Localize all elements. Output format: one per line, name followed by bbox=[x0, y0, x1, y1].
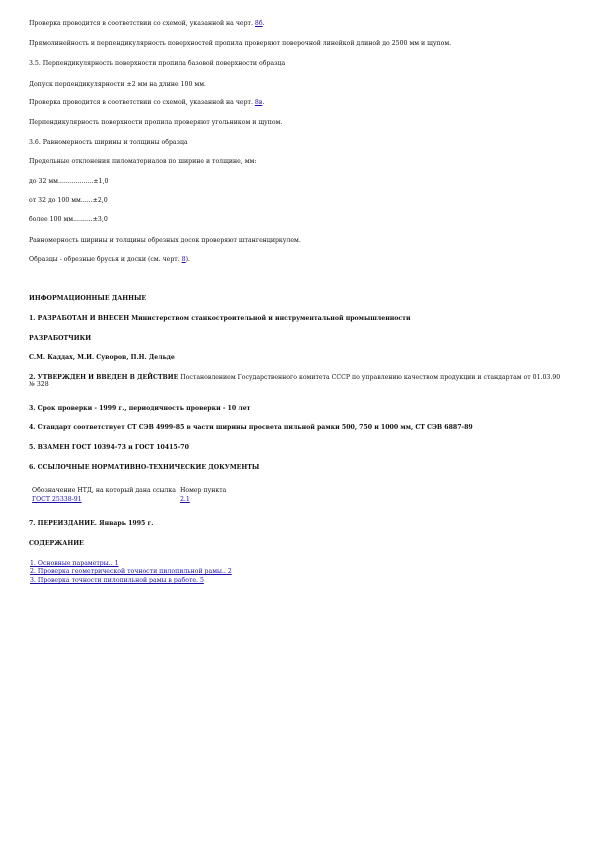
toc-item-3[interactable]: 3. Проверка точности пилопильной рамы в работе. 5 bbox=[30, 576, 204, 584]
section-3-5-title: 3.5. Перпендикулярность поверхности пропила базовой поверхности образца bbox=[29, 60, 286, 67]
paragraph-check-scheme-8v bbox=[29, 99, 566, 106]
info-heading: ИНФОРМАЦИОННЫЕ ДАННЫЕ bbox=[29, 295, 147, 302]
developers-names: С.М. Каддах, М.И. Суворов, П.Н. Дельде bbox=[29, 354, 175, 361]
table-header-row bbox=[30, 486, 228, 495]
paragraph-check-scheme-8b bbox=[29, 20, 566, 27]
contents-heading: СОДЕРЖАНИЕ bbox=[29, 540, 84, 547]
info-item-7: 7. ПЕРЕИЗДАНИЕ. Январь 1995 г. bbox=[29, 520, 154, 527]
text: Проверка проводится в соответствии со схемой, указанной на черт. bbox=[29, 99, 255, 106]
deviation-row-3: более 100 мм..........±3,0 bbox=[29, 216, 108, 223]
drawing-link-8[interactable]: 8 bbox=[181, 256, 186, 263]
table-cell-item bbox=[178, 495, 228, 504]
info-item-6: 6. ССЫЛОЧНЫЕ НОРМАТИВНО-ТЕХНИЧЕСКИЕ ДОКУМЕНТЫ bbox=[29, 464, 260, 471]
toc-item-1[interactable]: 1. Основные параметры.. 1 bbox=[30, 560, 119, 567]
table-header-item: Номер пункта bbox=[179, 487, 227, 494]
paragraph-uniformity: Равномерность ширины и толщины обрезных досок проверяют штангенциркулем. bbox=[29, 237, 301, 244]
paragraph-samples bbox=[29, 256, 566, 263]
text: . bbox=[262, 99, 265, 106]
text: Постановлением Государственного комитета СССР по управлению качеством продукции и стандартам от 01.03.90 № 328 bbox=[29, 374, 561, 389]
item-link[interactable]: 2.1 bbox=[179, 496, 190, 504]
paragraph-tolerance: Допуск перпендикулярности ±2 мм на длине 100 мм. bbox=[29, 81, 206, 88]
drawing-link-8v[interactable]: 8в bbox=[254, 99, 263, 106]
paragraph-limit-deviations: Предельные отклонения пиломатериалов по ширине и толщине, мм: bbox=[29, 158, 257, 165]
text: 1. РАЗРАБОТАН И ВНЕСЕН bbox=[29, 315, 130, 322]
info-item-1 bbox=[29, 315, 566, 322]
gost-link[interactable]: ГОСТ 25338-91 bbox=[32, 496, 82, 504]
text: . bbox=[262, 20, 265, 27]
reference-documents-table bbox=[30, 486, 228, 505]
developers-heading: РАЗРАБОТЧИКИ bbox=[29, 335, 92, 342]
info-item-3: 3. Срок проверки - 1999 г., периодичность проверки - 10 лет bbox=[29, 405, 251, 412]
paragraph-perpendicularity-check: Перпендикулярность поверхности пропила проверяют угольником и щупом. bbox=[29, 119, 283, 126]
table-row bbox=[30, 495, 228, 504]
info-item-5: 5. ВЗАМЕН ГОСТ 10394-73 и ГОСТ 10415-70 bbox=[29, 444, 189, 451]
text: 2. УТВЕРЖДЕН И ВВЕДЕН В ДЕЙСТВИЕ bbox=[29, 374, 179, 381]
text: Министерством станкостроительной и инструментальной промышленности bbox=[129, 315, 411, 322]
text: ). bbox=[185, 256, 190, 263]
deviation-row-2: от 32 до 100 мм......±2,0 bbox=[29, 197, 108, 204]
info-item-2 bbox=[29, 374, 566, 389]
table-of-contents bbox=[30, 560, 232, 585]
section-3-6-title: 3.6. Равномерность ширины и толщины образца bbox=[29, 139, 188, 146]
info-item-4: 4. Стандарт соответствует СТ СЭВ 4999-85 в части ширины просвета пильной рамки 500, 750 и 1000 мм, СТ СЭВ 6887-89 bbox=[29, 424, 473, 431]
text: Образцы - обрезные брусья и доски (см. черт. bbox=[29, 256, 182, 263]
table-header-doc: Обозначение НТД, на который дана ссылка bbox=[32, 487, 176, 494]
drawing-link-8b[interactable]: 8б bbox=[254, 20, 263, 27]
deviation-row-1: до 32 мм..................±1,0 bbox=[29, 178, 109, 185]
paragraph-straightness: Прямолинейность и перпендикулярность поверхностей пропила проверяют поверочной линейкой длиной до 2500 мм и щупом. bbox=[29, 40, 452, 47]
table-cell-doc bbox=[30, 495, 178, 504]
text: Проверка проводится в соответствии со схемой, указанной на черт. bbox=[29, 20, 255, 27]
toc-item-2[interactable]: 2. Проверка геометрической точности пилопильной рамы.. 2 bbox=[30, 568, 232, 576]
